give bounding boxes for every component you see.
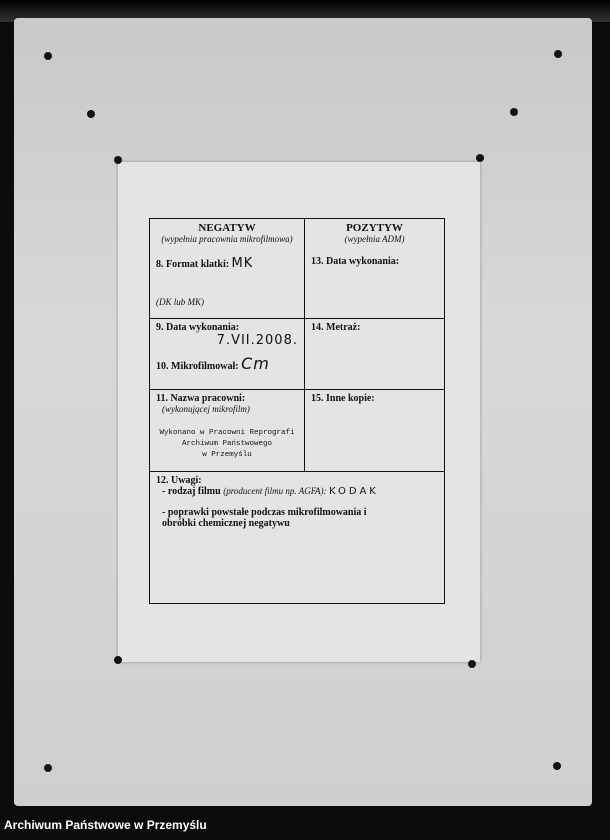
positive-section [305, 219, 444, 319]
film-hole [44, 52, 52, 60]
lab-name-label: 11. Nazwa pracowni: [156, 393, 246, 404]
film-type-value: KODAK [329, 486, 379, 497]
date-value: 7.VII.2008. [216, 333, 298, 348]
positive-date-label: 13. Data wykonania: [311, 256, 400, 267]
pozytyw-subtitle: (wypełnia ADM) [344, 234, 405, 244]
pozytyw-title: POZYTYW [346, 222, 403, 234]
film-hole [87, 110, 95, 118]
film-type-hint: (producent filmu np. AGFA): [223, 486, 327, 496]
length-label: 14. Metraż: [311, 322, 361, 333]
archive-footer: Archiwum Państwowe w Przemyślu [4, 818, 207, 832]
negatyw-title: NEGATYW [198, 222, 256, 234]
film-hole [553, 762, 561, 770]
field-11 [150, 390, 305, 472]
microfilm-record-table [149, 218, 445, 604]
film-hole [510, 108, 518, 116]
field-12 [150, 472, 444, 602]
corrections-label: - poprawki powstałe podczas mikrofilmowania i obróbki chemicznej negatywu [162, 507, 367, 529]
format-label: 8. Format klatki: [156, 259, 230, 270]
operator-signature: Cm [241, 354, 270, 373]
film-hole [554, 50, 562, 58]
remarks-label: 12. Uwagi: [156, 475, 202, 486]
format-value: MK [231, 256, 254, 271]
date-label: 9. Data wykonania: [156, 322, 240, 333]
operator-label: 10. Mikrofilmował: [156, 361, 239, 372]
lab-name-hint: (wykonującej mikrofilm) [162, 404, 250, 414]
lab-stamp: Wykonano w Pracowni Reprografi Archiwum Państwowego w Przemyślu [159, 429, 295, 459]
field-14 [305, 319, 444, 390]
negative-section [150, 219, 305, 319]
other-copies-label: 15. Inne kopie: [311, 393, 375, 404]
film-hole [44, 764, 52, 772]
format-hint: (DK lub MK) [156, 297, 204, 307]
negatyw-subtitle: (wypełnia pracownia mikrofilmowa) [161, 234, 293, 244]
field-15 [305, 390, 444, 472]
field-9-10 [150, 319, 305, 390]
film-type-label: - rodzaj filmu [162, 486, 221, 497]
